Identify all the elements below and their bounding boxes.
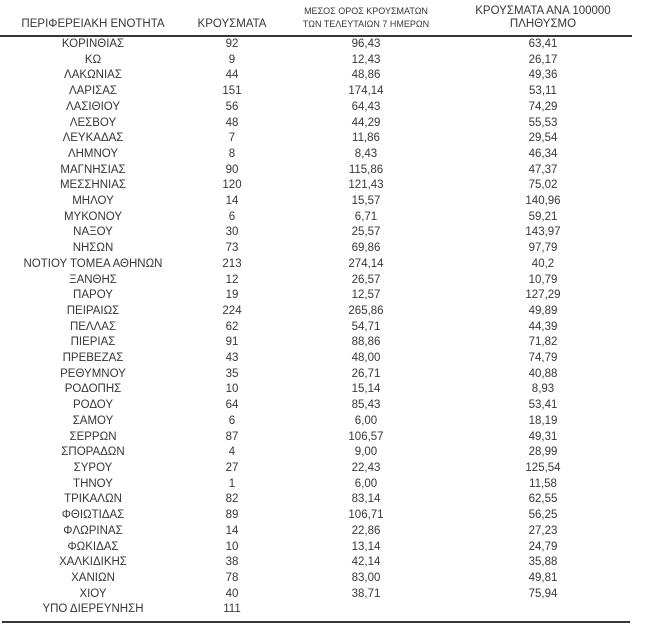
- per100k-cell: 53,11: [529, 85, 557, 98]
- table-row: [0, 414, 632, 430]
- cases-cell: 92: [225, 38, 239, 50]
- avg7-cell: 121,43: [348, 179, 384, 192]
- region-cell: ΛΑΡΙΣΑΣ: [68, 85, 118, 98]
- region-cell: ΦΩΚΙΔΑΣ: [67, 540, 119, 553]
- region-cell: ΚΩ: [84, 53, 102, 66]
- table-row: [0, 367, 632, 383]
- per100k-cell: 75,94: [528, 587, 558, 600]
- col-header-per100k-line1: ΚΡΟΥΣΜΑΤΑ ΑΝΑ 100000: [475, 5, 611, 17]
- cases-cell: 35: [225, 367, 239, 380]
- avg7-cell: 83,00: [351, 571, 381, 584]
- table-row: [0, 602, 632, 618]
- table-row: [0, 84, 632, 100]
- table-row: [0, 492, 632, 508]
- per100k-cell: 28,99: [528, 446, 558, 459]
- per100k-cell: 26,17: [528, 53, 558, 66]
- region-cell: ΛΕΥΚΑΔΑΣ: [62, 132, 124, 145]
- per100k-cell: 74,29: [528, 100, 558, 113]
- avg7-cell: 26,71: [351, 367, 381, 380]
- region-cell: ΤΡΙΚΑΛΩΝ: [64, 493, 122, 506]
- cases-cell: 8: [228, 147, 236, 160]
- avg7-cell: 42,14: [351, 556, 381, 569]
- cases-cell: 43: [225, 352, 239, 365]
- region-cell: ΥΠΟ ΔΙΕΡΕΥΝΗΣΗ: [42, 603, 144, 616]
- region-cell: ΛΑΣΙΘΙΟΥ: [65, 100, 121, 113]
- table-row: [0, 587, 632, 603]
- cases-cell: 14: [225, 524, 239, 537]
- table-row: [0, 445, 632, 461]
- avg7-cell: 6,71: [354, 210, 378, 223]
- per100k-cell: 29,54: [528, 132, 558, 145]
- table-row: [0, 225, 632, 241]
- region-cell: ΧΑΛΚΙΔΙΚΗΣ: [59, 556, 127, 569]
- per100k-cell: 18,19: [528, 414, 558, 427]
- avg7-cell: 48,86: [351, 69, 381, 82]
- region-cell: ΠΡΕΒΕΖΑΣ: [62, 352, 124, 365]
- region-cell: ΣΠΟΡΑΔΩΝ: [61, 446, 125, 459]
- region-cell: ΡΟΔΟΠΗΣ: [64, 383, 122, 396]
- per100k-cell: 59,21: [528, 210, 558, 223]
- region-cell: ΜΕΣΣΗΝΙΑΣ: [59, 179, 127, 192]
- avg7-cell: 22,43: [351, 461, 381, 474]
- avg7-cell: 48,00: [351, 352, 381, 365]
- table-row: [0, 100, 632, 116]
- region-cell: ΦΘΙΩΤΙΔΑΣ: [61, 509, 125, 522]
- table-row: [0, 53, 632, 69]
- per100k-cell: 40,2: [531, 257, 555, 270]
- table-row: [0, 304, 632, 320]
- cases-cell: 73: [225, 242, 239, 255]
- region-cell: ΛΗΜΝΟΥ: [67, 147, 119, 160]
- per100k-cell: 11,58: [529, 477, 557, 490]
- region-cell: ΡΕΘΥΜΝΟΥ: [60, 367, 126, 380]
- region-cell: ΛΑΚΩΝΙΑΣ: [64, 69, 122, 82]
- avg7-cell: [278, 602, 454, 618]
- region-cell: ΛΕΣΒΟΥ: [69, 116, 117, 129]
- table-row: [0, 36, 632, 53]
- avg7-cell: 274,14: [348, 257, 384, 270]
- table-row: [0, 257, 632, 273]
- avg7-cell: 69,86: [351, 242, 381, 255]
- per100k-cell: 125,54: [525, 461, 561, 474]
- avg7-cell: 174,14: [348, 85, 384, 98]
- col-header-avg7: [278, 4, 454, 36]
- region-cell: ΜΗΛΟΥ: [72, 195, 114, 208]
- cases-cell: 27: [225, 461, 239, 474]
- region-cell: ΝΑΞΟΥ: [73, 226, 113, 239]
- cases-cell: 12: [225, 273, 239, 286]
- cases-cell: 89: [225, 509, 239, 522]
- avg7-cell: 15,14: [351, 383, 381, 396]
- per100k-cell: 49,81: [528, 571, 558, 584]
- cases-cell: 91: [225, 336, 239, 349]
- cases-cell: 10: [225, 540, 239, 553]
- cases-by-region-table: [0, 4, 632, 618]
- table-row: [0, 163, 632, 179]
- table-row: [0, 430, 632, 446]
- avg7-cell: 96,43: [351, 38, 381, 50]
- table-row: [0, 320, 632, 336]
- col-header-cases: [186, 4, 278, 36]
- table-row: [0, 398, 632, 414]
- per100k-cell: 8,93: [531, 383, 555, 396]
- table-row: [0, 524, 632, 540]
- table-row: [0, 116, 632, 132]
- per100k-cell: 53,41: [528, 399, 558, 412]
- avg7-cell: 115,86: [348, 163, 384, 176]
- avg7-cell: 8,43: [354, 147, 378, 160]
- avg7-cell: 22,86: [351, 524, 381, 537]
- avg7-cell: 9,00: [354, 446, 378, 459]
- per100k-cell: 71,82: [528, 336, 558, 349]
- per100k-cell: 74,79: [528, 352, 558, 365]
- cases-cell: 7: [228, 132, 236, 145]
- table-row: [0, 288, 632, 304]
- cases-cell: 4: [228, 446, 236, 459]
- cases-cell: 56: [225, 100, 239, 113]
- cases-cell: 48: [225, 116, 239, 129]
- col-header-region: [0, 4, 186, 36]
- cases-cell: 40: [225, 587, 239, 600]
- table-row: [0, 382, 632, 398]
- avg7-cell: 6,00: [354, 477, 378, 490]
- per100k-cell: 97,79: [528, 242, 558, 255]
- per100k-cell: 143,97: [525, 226, 561, 239]
- avg7-cell: 6,00: [354, 414, 378, 427]
- avg7-cell: 54,71: [351, 320, 381, 333]
- table-row: [0, 335, 632, 351]
- col-header-avg7-line1: ΜΕΣΟΣ ΟΡΟΣ ΚΡΟΥΣΜΑΤΩΝ: [304, 6, 428, 16]
- region-cell: ΣΕΡΡΩΝ: [69, 430, 117, 443]
- cases-cell: 14: [225, 195, 239, 208]
- cases-cell: 151: [222, 85, 242, 98]
- per100k-cell: 56,25: [528, 509, 558, 522]
- table-row: [0, 68, 632, 84]
- table-row: [0, 273, 632, 289]
- table-row: [0, 461, 632, 477]
- region-cell: ΧΙΟΥ: [79, 587, 107, 600]
- per100k-cell: 27,23: [528, 524, 558, 537]
- region-cell: ΜΑΓΝΗΣΙΑΣ: [60, 163, 126, 176]
- avg7-cell: 88,86: [351, 336, 381, 349]
- per100k-cell: 140,96: [525, 195, 561, 208]
- avg7-cell: 13,14: [351, 540, 381, 553]
- table-row: [0, 477, 632, 493]
- per100k-cell: 46,34: [528, 147, 558, 160]
- region-cell: ΜΥΚΟΝΟΥ: [63, 210, 123, 223]
- region-cell: ΞΑΝΘΗΣ: [69, 273, 117, 286]
- avg7-cell: 44,29: [351, 116, 381, 129]
- cases-cell: 120: [222, 179, 242, 192]
- avg7-cell: 106,57: [348, 430, 384, 443]
- table-bottom-rule: [2, 621, 630, 623]
- cases-cell: 224: [222, 304, 242, 317]
- cases-cell: 64: [225, 399, 239, 412]
- cases-cell: 9: [228, 53, 236, 66]
- region-cell: ΝΗΣΩΝ: [72, 242, 114, 255]
- col-header-per100k-line2: ΠΛΗΘΥΣΜΟ: [509, 18, 577, 30]
- region-cell: ΤΗΝΟΥ: [73, 477, 113, 490]
- per100k-cell: 63,41: [528, 38, 558, 50]
- cases-cell: 6: [228, 210, 236, 223]
- per100k-cell: 55,53: [528, 116, 558, 129]
- table-row: [0, 147, 632, 163]
- per100k-cell: 40,88: [528, 367, 558, 380]
- region-cell: ΠΑΡΟΥ: [73, 289, 113, 302]
- avg7-cell: 265,86: [348, 304, 384, 317]
- cases-cell: 213: [222, 257, 242, 270]
- table-row: [0, 210, 632, 226]
- region-cell: ΣΑΜΟΥ: [72, 414, 114, 427]
- avg7-cell: 25,57: [351, 226, 381, 239]
- cases-cell: 44: [225, 69, 239, 82]
- region-cell: ΚΟΡΙΝΘΙΑΣ: [61, 38, 125, 50]
- per100k-cell: 24,79: [528, 540, 558, 553]
- per100k-cell: 49,89: [528, 304, 558, 317]
- table-row: [0, 571, 632, 587]
- avg7-cell: 15,57: [351, 195, 381, 208]
- region-cell: ΣΥΡΟΥ: [73, 461, 113, 474]
- region-cell: ΠΙΕΡΙΑΣ: [70, 336, 116, 349]
- cases-cell: 1: [228, 477, 236, 490]
- col-header-cases-label: ΚΡΟΥΣΜΑΤΑ: [197, 18, 267, 30]
- cases-cell: 87: [225, 430, 239, 443]
- per100k-cell: 10,79: [528, 273, 558, 286]
- table-row: [0, 540, 632, 556]
- region-cell: ΡΟΔΟΥ: [72, 399, 114, 412]
- per100k-cell: 75,02: [528, 179, 558, 192]
- per100k-cell: [454, 602, 632, 618]
- avg7-cell: 106,71: [348, 509, 384, 522]
- cases-cell: 38: [225, 556, 239, 569]
- avg7-cell: 38,71: [351, 587, 381, 600]
- col-header-region-label: ΠΕΡΙΦΕΡΕΙΑΚΗ ΕΝΟΤΗΤΑ: [21, 18, 165, 30]
- per100k-cell: 35,88: [528, 556, 558, 569]
- table-row: [0, 178, 632, 194]
- table-row: [0, 555, 632, 571]
- avg7-cell: 85,43: [351, 399, 381, 412]
- avg7-cell: 11,86: [352, 132, 380, 145]
- table-row: [0, 351, 632, 367]
- cases-cell: 90: [225, 163, 239, 176]
- table-row: [0, 194, 632, 210]
- cases-cell: 19: [225, 289, 239, 302]
- avg7-cell: 83,14: [351, 493, 381, 506]
- table-row: [0, 241, 632, 257]
- table-row: [0, 131, 632, 147]
- per100k-cell: 47,37: [528, 163, 558, 176]
- cases-cell: 78: [225, 571, 239, 584]
- avg7-cell: 64,43: [351, 100, 381, 113]
- col-header-avg7-line2: ΤΩΝ ΤΕΛΕΥΤΑΙΩΝ 7 ΗΜΕΡΩΝ: [302, 19, 430, 29]
- region-cell: ΠΕΙΡΑΙΩΣ: [66, 304, 120, 317]
- cases-cell: 62: [225, 320, 239, 333]
- cases-cell: 82: [225, 493, 239, 506]
- per100k-cell: 127,29: [525, 289, 561, 302]
- per100k-cell: 49,31: [528, 430, 558, 443]
- col-header-per100k: [454, 4, 632, 36]
- avg7-cell: 12,43: [351, 53, 381, 66]
- table-body: [0, 36, 632, 618]
- cases-cell: 10: [225, 383, 239, 396]
- region-cell: ΦΛΩΡΙΝΑΣ: [63, 524, 123, 537]
- avg7-cell: 12,57: [351, 289, 381, 302]
- header-row: [0, 4, 632, 36]
- region-cell: ΠΕΛΛΑΣ: [69, 320, 117, 333]
- cases-cell: 111: [223, 603, 241, 616]
- region-cell: ΧΑΝΙΩΝ: [71, 571, 115, 584]
- per100k-cell: 49,36: [528, 69, 558, 82]
- table-row: [0, 508, 632, 524]
- region-cell: ΝΟΤΙΟΥ ΤΟΜΕΑ ΑΘΗΝΩΝ: [23, 257, 163, 270]
- per100k-cell: 44,39: [528, 320, 558, 333]
- per100k-cell: 62,55: [528, 493, 558, 506]
- avg7-cell: 26,57: [351, 273, 381, 286]
- cases-cell: 30: [225, 226, 239, 239]
- cases-cell: 6: [228, 414, 236, 427]
